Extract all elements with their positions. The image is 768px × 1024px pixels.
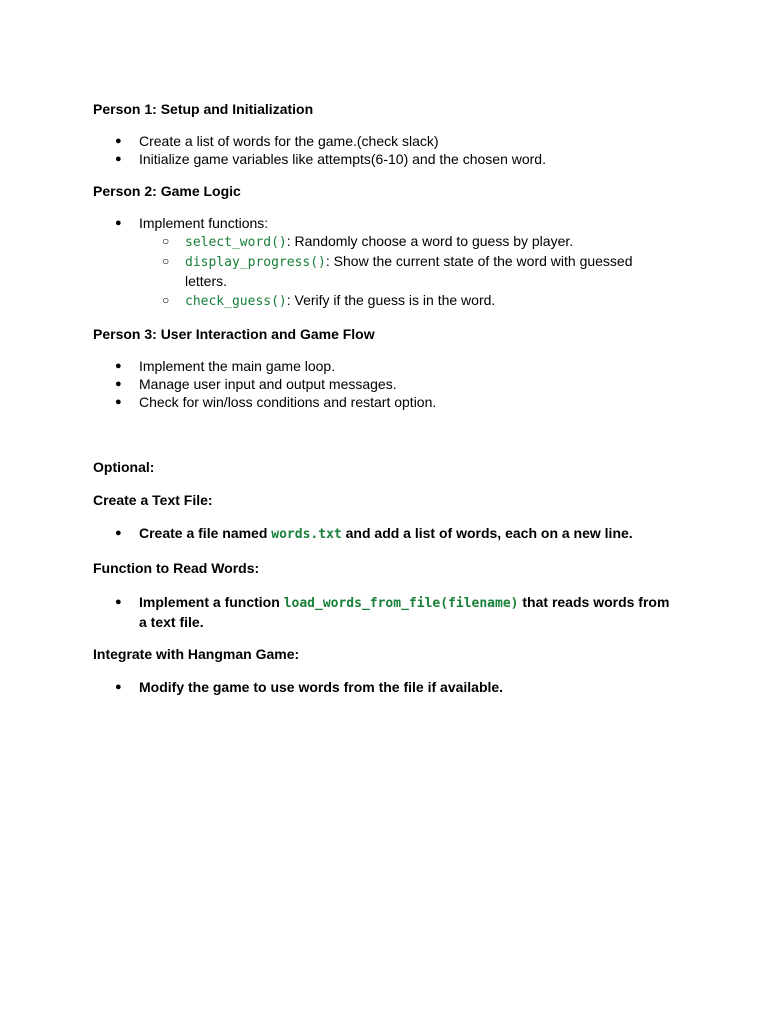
list-item (93, 214, 673, 311)
function-list (93, 232, 673, 311)
code-select-word: select_word() (185, 235, 287, 250)
code-check-guess: check_guess() (185, 294, 287, 309)
heading-person-3: Person 3: User Interaction and Game Flow (93, 326, 375, 342)
list-item: ● Initialize game variables like attempts(6-10) and the chosen word. (93, 150, 673, 168)
function-description: : Show the current state of the word with guessed letters. (185, 253, 633, 289)
person-2-list (93, 214, 673, 311)
function-item (93, 232, 673, 252)
list-item (93, 524, 673, 544)
code-words-txt: words.txt (271, 527, 342, 542)
list-item: ● Manage user input and output messages. (93, 375, 673, 393)
integrate-list (93, 678, 673, 696)
heading-person-1: Person 1: Setup and Initialization (93, 101, 314, 117)
list-item-text: and add a list of words, each on a new line. (341, 525, 633, 541)
function-description: : Verify if the guess is in the word. (286, 292, 496, 308)
list-item-text: Implement a function (139, 594, 284, 610)
list-item: ● Create a list of words for the game.(check slack) (93, 132, 673, 150)
list-item-text: that reads words from a text file. (139, 594, 670, 630)
text-file-list (93, 524, 673, 544)
list-item-text: Create a file named (139, 525, 272, 541)
code-load-words-from-file: load_words_from_file(filename) (283, 596, 519, 611)
list-item: ● Modify the game to use words from the file if available. (93, 678, 673, 696)
heading-integrate-hangman: Integrate with Hangman Game: (93, 646, 300, 662)
function-item (93, 252, 673, 291)
person-3-list (93, 357, 673, 411)
person-1-list (93, 132, 673, 168)
heading-optional: Optional: (93, 459, 155, 475)
heading-function-read-words: Function to Read Words: (93, 560, 260, 576)
list-item: ● Check for win/loss conditions and restart option. (93, 393, 673, 411)
heading-person-2: Person 2: Game Logic (93, 183, 241, 199)
list-item (93, 593, 673, 631)
heading-create-text-file: Create a Text File: (93, 492, 213, 508)
list-item: ● Implement the main game loop. (93, 357, 673, 375)
document-page (93, 100, 673, 696)
code-display-progress: display_progress() (185, 255, 326, 270)
list-item-text: Implement functions: (139, 215, 269, 231)
function-description: : Randomly choose a word to guess by player. (286, 233, 574, 249)
function-item (93, 291, 673, 311)
read-words-list (93, 593, 673, 631)
